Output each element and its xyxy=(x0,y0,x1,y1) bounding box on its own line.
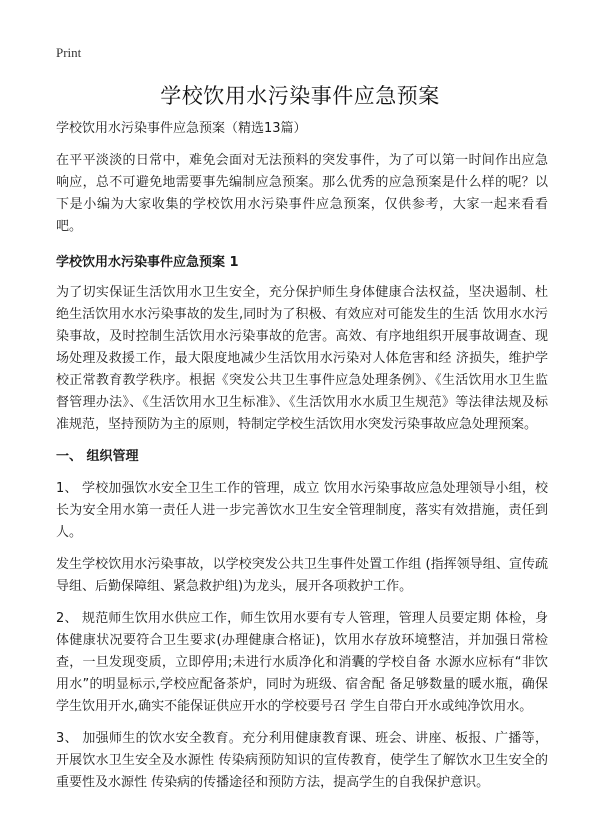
print-link[interactable]: Print xyxy=(56,45,82,60)
paragraph-item: 2、 规范师生饮用水供应工作，师生饮用水要有专人管理，管理人员要定期 体检，身体健康状况要符合卫生要求(办理健康合格证)，饮用水存放环境整洁，并加强日常检查，一旦发现变质，立即停用;未进行水质净化和消囊的学校自备 水源水应标有“非饮用水”的明显标示,学校应配备茶炉，同时为班级、宿舍配 备足够数量的暖水瓶，确保学生饮用开水,确实不能保证供应开水的学校要号召 学生自带白开水或纯净饮用水。 xyxy=(56,611,548,714)
section-body-paragraph: 为了切实保证生活饮用水卫生安全，充分保护师生身体健康合法权益，坚决遏制、杜绝生活饮用水水污染事故的发生,同时为了积极、有效应对可能发生的生活 饮用水水污染事故，及时控制生活饮用水污染事故的危害。高效、有序地组织开展事故调查、现场处理及救援工作，最大限度地减少生活饮用水污染对人体危害和经 济损失，维护学校正常教育教学秩序。根据《突发公共卫生事件应急处理条例》、《生活饮用水卫生监督管理办法》、《生活饮用水卫生标准》、《生活饮用水水质卫生规范》等法律法规及标准规范，坚持预防为主的原则，特制定学校生活饮用水突发污染事故应急处理预案。 xyxy=(56,285,548,432)
document-body xyxy=(56,118,548,804)
paragraph-item: 发生学校饮用水污染事故，以学校突发公共卫生事件处置工作组 (指挥领导组、宣传疏导组、后勤保障组、紧急救护组)为龙头，展开各项救护工作。 xyxy=(56,557,548,594)
paragraph-item: 3、 加强师生的饮水安全教育。充分利用健康教育课、班会、讲座、板报、广播等，开展饮水卫生安全及水源性 传染病预防知识的宣传教育，使学生了解饮水卫生安全的重要性及水源性 传染病的传播途径和预防方法，提高学生的自我保护意识。 xyxy=(56,731,548,790)
intro-paragraph: 在平平淡淡的日常中，难免会面对无法预料的突发事件，为了可以第一时间作出应急响应，总不可避免地需要事先编制应急预案。那么优秀的应急预案是什么样的呢？以下是小编为大家收集的学校饮用水污染事件应急预案，仅供参考，大家一起来看看吧。 xyxy=(56,153,548,234)
document-subtitle: 学校饮用水污染事件应急预案（精选13篇） xyxy=(56,121,307,136)
section-heading: 学校饮用水污染事件应急预案 1 xyxy=(56,255,239,270)
document-title: 学校饮用水污染事件应急预案 xyxy=(160,84,440,108)
paragraph-item: 1、 学校加强饮水安全卫生工作的管理，成立 饮用水污染事故应急处理领导小组，校长为安全用水第一责任人进一步完善饮水卫生安全管理制度，落实有效措施，责任到人。 xyxy=(56,481,548,540)
organization-heading: 一、 组织管理 xyxy=(56,449,139,464)
